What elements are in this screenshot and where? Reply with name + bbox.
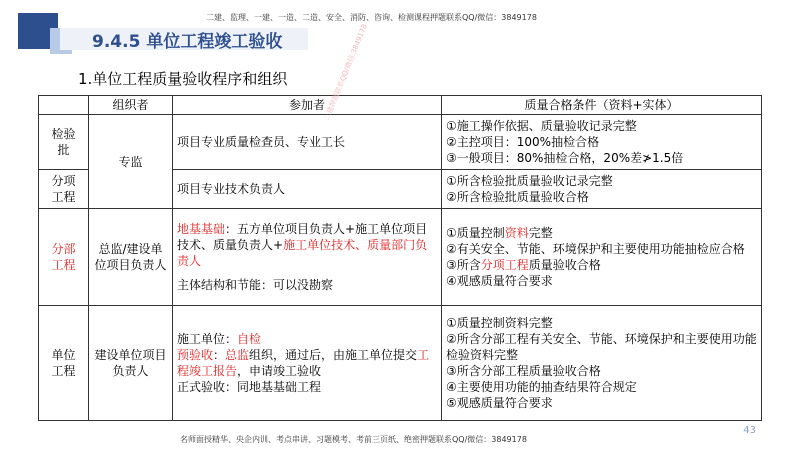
table-row [39,306,762,421]
row-label-fenbu: 分部 工程 [39,209,89,306]
participants-fenbu [173,209,442,306]
condition-item [446,225,757,241]
condition-item: ⑤观感质量符合要求 [446,396,553,410]
highlight-completion-report: 工程竣工报告 [177,348,430,378]
table-row [39,115,762,170]
condition-text: 质量验收合格 [528,258,601,272]
condition-item: ④主要使用功能的抽查结果符合规定 [446,380,637,394]
highlight-construction-dept: 施工单位技术、质量部门负责人 [177,238,428,268]
participants-danwei-formal: 正式验收：同地基基础工程 [177,380,322,394]
header-participants: 参加者 [173,96,442,115]
subtitle: 1.单位工程质量验收程序和组织 [78,70,288,88]
highlight-subitem: 分项工程 [480,258,529,272]
participants-jianyanpi: 项目专业质量检查员、专业工长 [173,115,442,170]
participants-fenbu-structure: 主体结构和节能：可以没勘察 [177,278,334,292]
condition-text: 完整 [528,226,553,240]
condition-item: ②有关安全、节能、环境保护和主要使用功能抽检应合格 [446,242,745,256]
acceptance-table [38,95,762,421]
condition-item: ①施工操作依据、质量验收记录完整 [446,119,637,133]
table-header-row [39,96,762,115]
organizer-danwei: 建设单位项目负责人 [89,306,173,421]
condition-item: ①质量控制资料完整 [446,316,553,330]
condition-item: ③一般项目：80%抽检合格，20%差≯1.5倍 [446,151,684,165]
row-label-jianyanpi: 检验 批 [39,115,89,170]
condition-item: ③所含分部工程质量验收合格 [446,364,601,378]
participants-danwei [173,306,442,421]
conditions-fenbu [442,209,762,306]
participants-fenbu-foundation [177,221,437,269]
row-label-fenxiang: 分项 工程 [39,170,89,209]
condition-item: ①所含检验批质量验收记录完整 [446,174,613,188]
top-banner: 二建、监理、一建、一造、二造、安全、消防、咨询、检测课程押题联系QQ/微信：3849178 [206,13,537,22]
row-label-danwei: 单位 工程 [39,306,89,421]
highlight-preacceptance: 预验收 [177,348,214,362]
participants-danwei-preaccept [177,347,437,379]
highlight-materials: 资料 [504,226,529,240]
conditions-jianyanpi [442,115,762,170]
header-empty [39,96,89,115]
page-number: 43 [743,425,756,436]
condition-item: ②主控项目：100%抽检合格 [446,135,600,149]
participants-danwei-selfcheck [177,331,437,347]
highlight-supervisor: 总监 [225,348,250,362]
bottom-banner: 名师面授精华、央企内训、考点串讲、习题模考、考前三页纸、绝密押题联系QQ/微信：3849178 [180,435,527,444]
highlight-foundation: 地基基础 [177,222,226,236]
condition-item: ②所含分部工程有关安全、节能、环境保护和主要使用功能检验资料完整 [446,332,757,362]
participants-text: 施工单位： [177,332,238,346]
condition-item: ④观感质量符合要求 [446,274,553,288]
participants-fenxiang: 项目专业技术负责人 [173,170,442,209]
participants-text: ，申请竣工验收 [237,364,322,378]
conditions-fenxiang [442,170,762,209]
highlight-selfcheck: 自检 [237,332,262,346]
condition-text: ③所含 [446,258,481,272]
condition-text: ①质量控制 [446,226,505,240]
participants-text: ： [213,348,226,362]
header-conditions: 质量合格条件（资料+实体） [442,96,762,115]
organizer-zhuanjian: 专监 [89,115,173,209]
participants-fenbu-text: ：五方单位项目负责人+施工单位项目技术、质量负责人+ [177,222,428,252]
section-title: 9.4.5 单位工程竣工验收 [92,32,283,52]
conditions-danwei [442,306,762,421]
watermark: 二建押题联系QQ/微信:3849178 [322,22,369,122]
condition-item: ②所含检验批质量验收合格 [446,190,589,204]
condition-item [446,257,757,273]
header-organizer: 组织者 [89,96,173,115]
organizer-fenbu: 总监/建设单位项目负责人 [89,209,173,306]
table-row [39,209,762,306]
participants-text: 组织，通过后，由施工单位提交 [249,348,418,362]
spacer [177,269,437,277]
